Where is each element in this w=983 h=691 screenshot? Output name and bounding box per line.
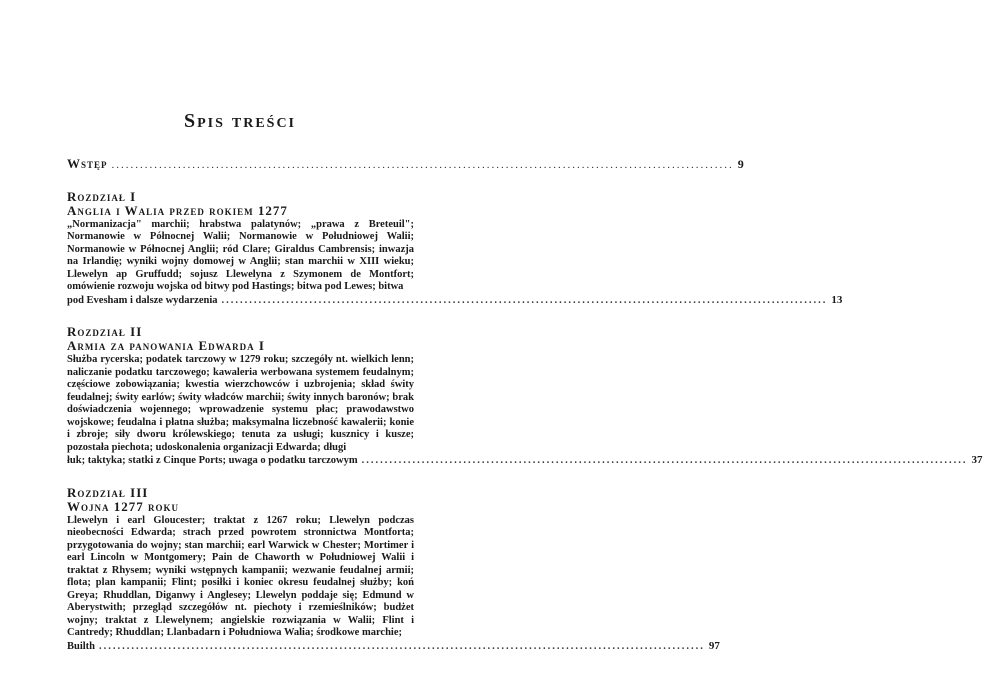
dot-leader: ................................................................................................................................... [111,159,734,171]
toc-chapter-1[interactable] [67,188,843,308]
table-of-contents [67,156,983,653]
chapter-description-end: pod Evesham i dalsze wydarzenia [67,294,218,306]
chapter-number: Rozdział III [67,484,149,500]
chapter-description: „Normanizacja" marchii; hrabstwa palatynów; „prawa z Breteuil"; Normanowie w Północnej Walii; Normanowie w Południowej Walii; Normanowie w Północnej Anglii; ród Clare; Giraldus Cambrensis; inwazja na Irlandię; wyniki wojny domowej w Anglii; stan marchii w XIII wieku; Llewelyn ap Gruffudd; sojusz Llewelyna z Szymonem de Montfort; omówienie rozwoju wojska od bitwy pod Hastings; bitwa pod Lewes; bitwa [67,218,414,292]
dot-leader: ................................................................................................................................... [99,640,705,652]
dot-leader: ................................................................................................................................... [221,294,828,306]
chapter-title: Wojna 1277 roku [67,498,179,514]
chapter-description-end: łuk; taktyka; statki z Cinque Ports; uwaga o podatku tarczowym [67,455,358,466]
dot-leader: ................................................................................................................................... [361,455,968,466]
chapter-title: Armia za panowania Edwarda I [67,338,265,353]
toc-chapter-3[interactable] [67,484,720,654]
page-title: Spis treści [183,110,297,132]
chapter-number: Rozdział II [67,324,143,339]
toc-entry-intro[interactable] [67,156,744,172]
chapter-page-number: 13 [831,293,843,306]
intro-page-number: 9 [737,157,744,171]
intro-label: Wstęp [67,156,108,171]
toc-chapter-2[interactable] [67,324,983,468]
chapter-page-number: 97 [708,639,720,652]
chapter-number: Rozdział I [67,188,137,204]
chapter-title: Anglia i Walia przed rokiem 1277 [67,202,288,218]
chapter-description-end: Builth [67,640,96,652]
chapter-description: Llewelyn i earl Gloucester; traktat z 1267 roku; Llewelyn podczas nieobecności Edwarda; strach przed powrotem stronnictwa Montforta; przygotowania do wojny; stan marchii; earl Warwick w Chester; Mortimer i earl Lincoln w Montgomery; Pain de Chaworth w Południowej Walii i traktat z Rhysem; wyniki wstępnych kampanii; wezwanie feudalnej armii; flota; plan kampanii; Flint; posiłki i koniec okresu feudalnej służby; koń Greya; Rhuddlan, Diganwy i Anglesey; Llewelyn poddaje się; Edmund w Aberystwith; przegląd szczegółów nt. piechoty i rzemieślników; budżet wojny; traktat z Llewelynem; angielskie rozwiązania w Walii; Flint i Cantredy; Rhuddlan; Llanbadarn i Południowa Walia; środkowe marchie; [67,514,414,638]
chapter-page-number: 37 [971,454,983,466]
chapter-description: Służba rycerska; podatek tarczowy w 1279 roku; szczegóły nt. wielkich lenn; naliczanie podatku tarczowego; kawaleria werbowana systemem feudalnym; częściowe zobowiązania; kwestia wierzchowców i uzbrojenia; skład świty feudalnej; świty earlów; świty władców marchii; świty innych baronów; brak doświadczenia wojennego; wprowadzenie systemu płac; prawodawstwo wojskowe; feudalna i płatna służba; maksymalna liczebność kawalerii; konie i zbroje; siły dworu królewskiego; tenuta za usługi; kusznicy i kusze; pozostała piechota; udoskonalenia organizacji Edwarda; długi [67,354,414,453]
